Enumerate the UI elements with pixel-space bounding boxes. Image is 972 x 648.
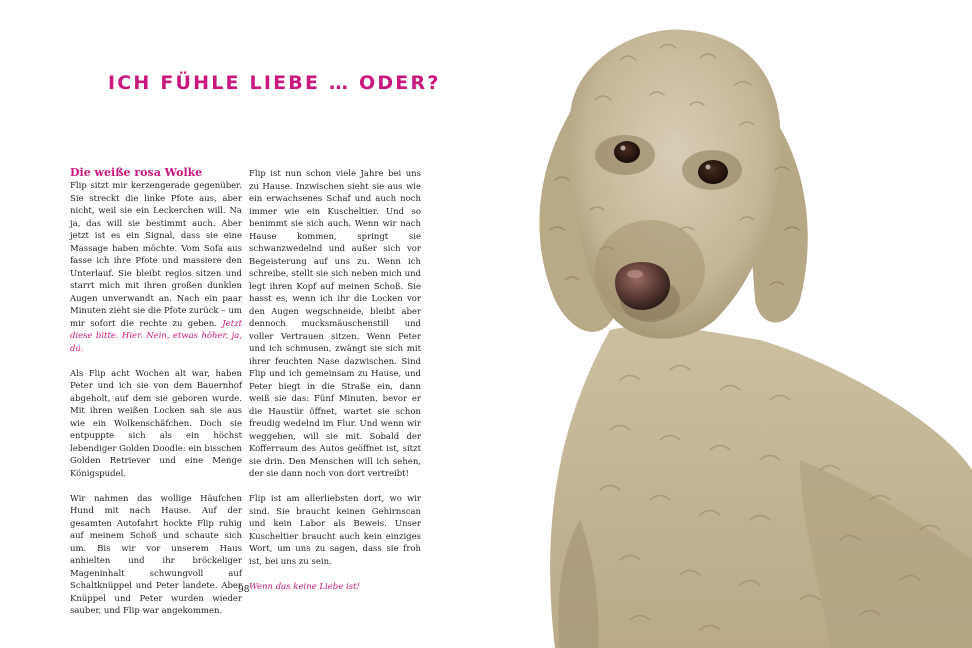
paragraph: Wir nahmen das wollige Häufchen Hund mit nach Hause. Auf der gesamten Autofahrt hockte Flip ruhig auf meinem Schoß und schaute sich um. Bis wir vor unserem Haus anhielten und ihr bröckeliger Mageninhalt schwungvoll auf Schaltknüppel und Peter landete. Aber Knüppel und Peter wurden wieder sauber, und Flip war angekommen. [70,493,242,616]
page-number: 98 [238,585,250,595]
paragraph: Flip ist nun schon viele Jahre bei uns zu Hause. Inzwischen sieht sie aus wie ein erwachsenes Schaf und auch noch immer wie ein Kuscheltier. Und so benimmt sie sich auch. Wenn wir nach Hause kommen, springt sie schwanzwedelnd und außer sich vor Begeisterung auf uns zu. Wenn ich schreibe, stellt sie sich neben mich und legt ihren Kopf auf meinen Schoß. Sie hasst es, wenn ich ihr die Locken vor den Augen wegschneide, bleibt aber dennoch mucksmäuschenstill und voller Vertrauen sitzen. Wenn Peter und ich schmusen, zwängt sie sich mit ihrer feuchten Nase dazwischen. Sind Flip und ich gemeinsam zu Hause, und Peter biegt in die Straße ein, dann weiß sie das: Fünf Minuten, bevor er die Haustür öffnet, wartet sie schon freudig wedelnd im Flur. Und wenn wir weggehen, will sie mit. Sobald der Kofferraum des Autos geöffnet ist, sitzt sie drin. Den Menschen will ich sehen, der sie dann noch von dort vertreibt! [249,169,421,479]
dog-illustration [500,0,972,648]
paragraph: Als Flip acht Wochen alt war, haben Peter und ich sie von dem Bauernhof abgeholt, auf dem sie geboren wurde. Mit ihren weißen Locken sah sie aus wie ein Wolkenschäfchen. Doch sie entpuppte sich als ein höchst lebendiger Golden Doodle: ein bisschen Golden Retriever und eine Menge Königspudel. [70,368,242,479]
section-heading: Die weiße rosa Wolke [70,166,203,179]
paragraph [70,180,242,355]
paragraph: Flip ist am allerliebsten dort, wo wir sind. Sie braucht keinen Gehirnscan und kein Labor als Beweis. Unser Kuscheltier braucht auch kein einziges Wort, um uns zu sagen, dass sie froh ist, bei uns zu sein. [249,494,421,567]
closing-line: Wenn das keine Liebe ist! [249,581,360,592]
right-text-column [249,168,421,606]
paragraph-text: Flip sitzt mir kerzengerade gegenüber. Sie streckt die linke Pfote aus, aber nicht, weil sie ein Leckerchen will. Na ja, das will sie bestimmt auch. Aber jetzt ist es ein Signal, dass sie eine Massage haben möchte. Vom Sofa aus fasse ich ihre Pfote und massiere den Unterlauf. Sie bleibt reglos sitzen und starrt mich mit ihren großen dunklen Augen unverwandt an. Nach ein paar Minuten zieht sie die Pfote zurück – um mir sofort die rechte zu geben. [70,181,242,329]
left-text-column [70,166,242,630]
accent-quote: Jetzt diese bitte. Hier. Nein, etwas höher, ja, da. [70,318,242,354]
chapter-title: ICH FÜHLE LIEBE … ODER? [108,72,441,94]
